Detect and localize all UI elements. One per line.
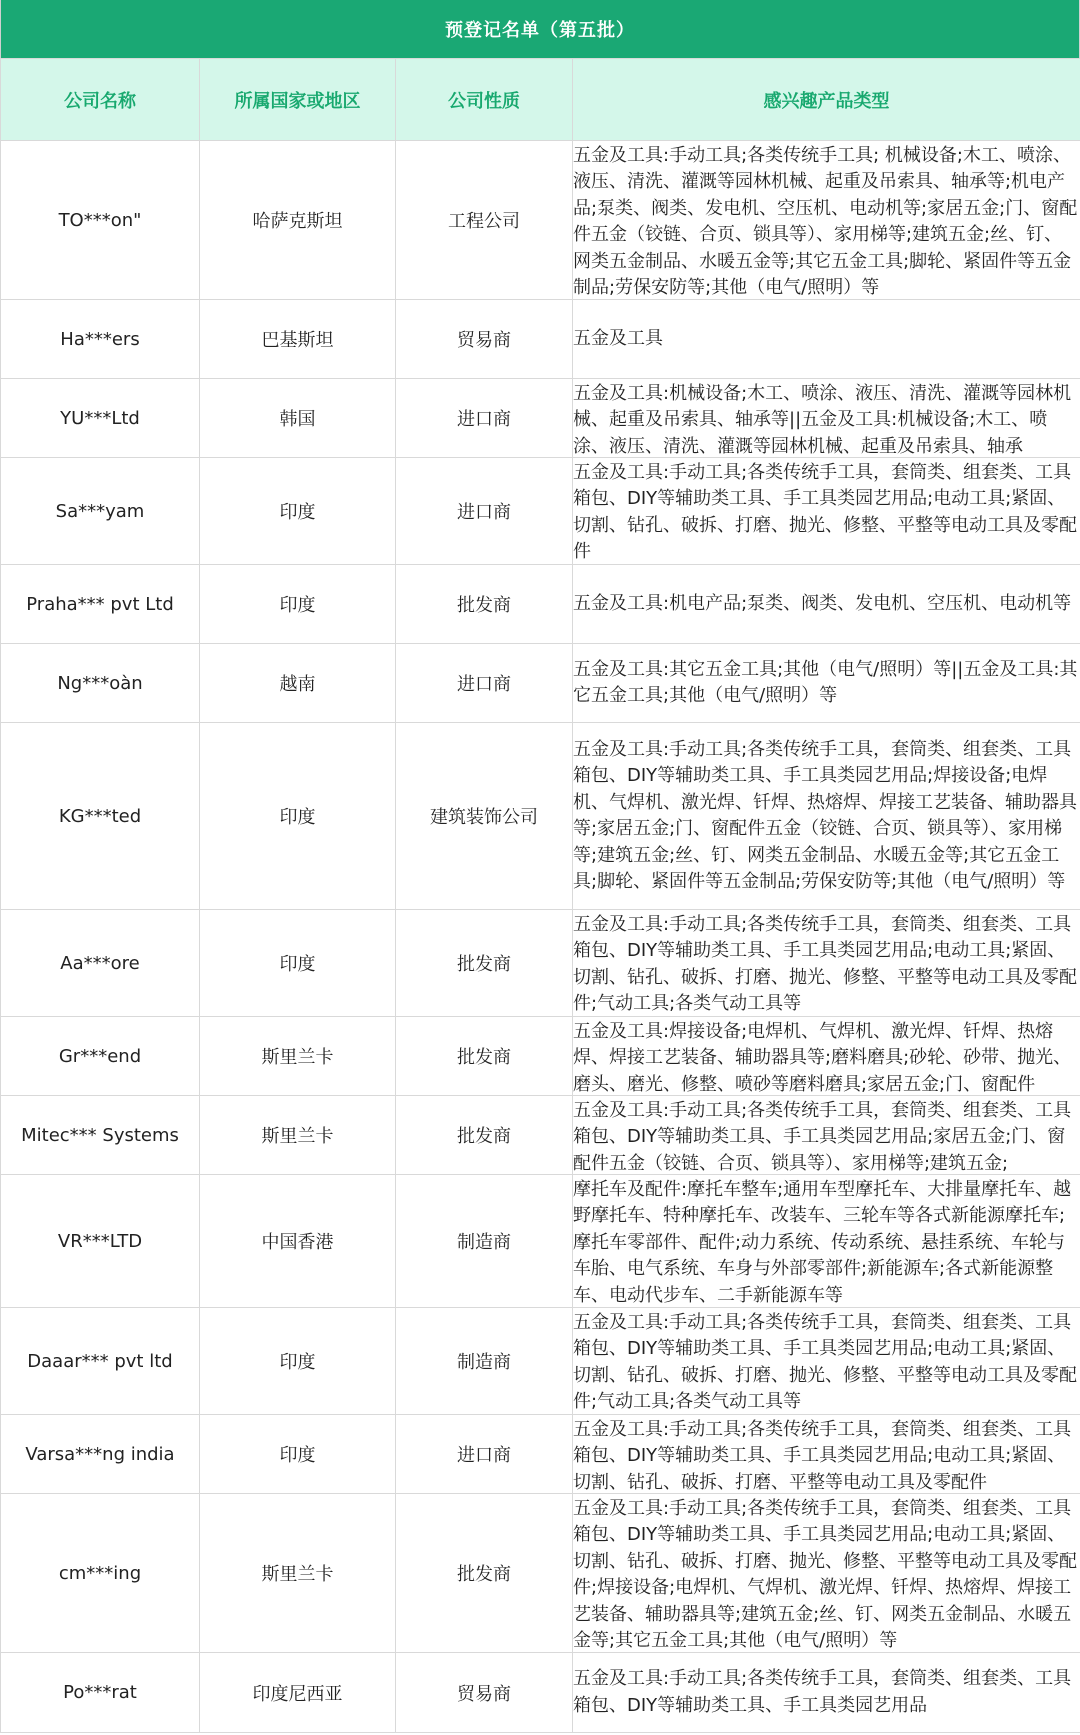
country-cell: 斯里兰卡 xyxy=(200,1096,396,1175)
product-interest-text: 五金及工具:手动工具;各类传统手工具，套筒类、组套类、工具箱包、DIY等辅助类工具、手工具类园艺用品;焊接设备;电焊机、气焊机、激光焊、钎焊、热熔焊、焊接工艺装备、辅助器具等;家居五金;门、窗配件五金（铰链、合页、锁具等）、家用梯等;建筑五金;丝、钉、网类五金制品、水暖五金等;其它五金工具;脚轮、紧固件等五金制品;劳保安防等;其他（电气/照明）等 xyxy=(573,738,1077,892)
product-interest-cell xyxy=(573,458,1080,565)
country-cell: 斯里兰卡 xyxy=(200,1017,396,1096)
table-row xyxy=(1,644,1080,723)
product-interest-cell xyxy=(573,644,1080,723)
company-type-cell: 批发商 xyxy=(396,1017,573,1096)
company-type-cell: 批发商 xyxy=(396,565,573,644)
header-company-name: 公司名称 xyxy=(1,59,200,141)
company-type-cell: 进口商 xyxy=(396,379,573,458)
product-interest-text: 五金及工具:手动工具;各类传统手工具; 机械设备;木工、喷涂、液压、清洗、灌溉等园林机械、起重及吊索具、轴承等;机电产品;泵类、阀类、发电机、空压机、电动机等;家居五金;门、窗配件五金（铰链、合页、锁具等）、家用梯等;建筑五金;丝、钉、网类五金制品、水暖五金等;其它五金工具;脚轮、紧固件等五金制品;劳保安防等;其他（电气/照明）等 xyxy=(573,144,1078,298)
company-name-cell: Ng***oàn xyxy=(1,644,200,723)
header-company-type: 公司性质 xyxy=(396,59,573,141)
table-row xyxy=(1,141,1080,300)
company-type-cell: 贸易商 xyxy=(396,1653,573,1733)
product-interest-text: 五金及工具:机械设备;木工、喷涂、液压、清洗、灌溉等园林机械、起重及吊索具、轴承等||五金及工具:机械设备;木工、喷涂、液压、清洗、灌溉等园林机械、起重及吊索具、轴承 xyxy=(573,382,1072,456)
product-interest-text: 五金及工具:手动工具;各类传统手工具，套筒类、组套类、工具箱包、DIY等辅助类工具、手工具类园艺用品;电动工具;紧固、切割、钻孔、破拆、打磨、抛光、修整、平整等电动工具及零配件 xyxy=(573,461,1077,562)
product-interest-cell xyxy=(573,1415,1080,1494)
company-type-cell: 制造商 xyxy=(396,1175,573,1308)
product-interest-cell xyxy=(573,1175,1080,1308)
country-cell: 哈萨克斯坦 xyxy=(200,141,396,300)
product-interest-cell xyxy=(573,1308,1080,1415)
product-interest-text: 摩托车及配件:摩托车整车;通用车型摩托车、大排量摩托车、越野摩托车、特种摩托车、改装车、三轮车等各式新能源摩托车;摩托车零部件、配件;动力系统、传动系统、悬挂系统、车轮与车胎、电气系统、车身与外部零部件;新能源车;各式新能源整车、电动代步车、二手新能源车等 xyxy=(573,1178,1072,1306)
country-cell: 印度 xyxy=(200,910,396,1017)
company-name-cell: Daaar*** pvt ltd xyxy=(1,1308,200,1415)
table-row xyxy=(1,1175,1080,1308)
product-interest-cell xyxy=(573,1653,1080,1733)
product-interest-cell xyxy=(573,723,1080,910)
country-cell: 印度尼西亚 xyxy=(200,1653,396,1733)
product-interest-text: 五金及工具:手动工具;各类传统手工具，套筒类、组套类、工具箱包、DIY等辅助类工具、手工具类园艺用品;电动工具;紧固、切割、钻孔、破拆、打磨、抛光、修整、平整等电动工具及零配件;气动工具;各类气动工具等 xyxy=(573,913,1077,1014)
company-name-cell: Varsa***ng india xyxy=(1,1415,200,1494)
table-row xyxy=(1,1494,1080,1653)
table-row xyxy=(1,1308,1080,1415)
table-row xyxy=(1,565,1080,644)
product-interest-text: 五金及工具:手动工具;各类传统手工具，套筒类、组套类、工具箱包、DIY等辅助类工具、手工具类园艺用品 xyxy=(573,1668,1072,1716)
product-interest-cell xyxy=(573,1494,1080,1653)
company-type-cell: 批发商 xyxy=(396,910,573,1017)
country-cell: 中国香港 xyxy=(200,1175,396,1308)
country-cell: 韩国 xyxy=(200,379,396,458)
country-cell: 印度 xyxy=(200,723,396,910)
country-cell: 印度 xyxy=(200,1415,396,1494)
header-row xyxy=(1,59,1080,141)
country-cell: 越南 xyxy=(200,644,396,723)
table-row xyxy=(1,1017,1080,1096)
product-interest-text: 五金及工具:手动工具;各类传统手工具，套筒类、组套类、工具箱包、DIY等辅助类工具、手工具类园艺用品;电动工具;紧固、切割、钻孔、破拆、打磨、平整等电动工具及零配件 xyxy=(573,1418,1072,1492)
company-name-cell: Po***rat xyxy=(1,1653,200,1733)
company-type-cell: 制造商 xyxy=(396,1308,573,1415)
table-row xyxy=(1,1096,1080,1175)
company-type-cell: 建筑装饰公司 xyxy=(396,723,573,910)
product-interest-text: 五金及工具:手动工具;各类传统手工具，套筒类、组套类、工具箱包、DIY等辅助类工具、手工具类园艺用品;电动工具;紧固、切割、钻孔、破拆、打磨、抛光、修整、平整等电动工具及零配件;焊接设备;电焊机、气焊机、激光焊、钎焊、热熔焊、焊接工艺装备、辅助器具等;建筑五金;丝、钉、网类五金制品、水暖五金等;其它五金工具;其他（电气/照明）等 xyxy=(573,1497,1077,1651)
company-name-cell: YU***Ltd xyxy=(1,379,200,458)
company-name-cell: Praha*** pvt Ltd xyxy=(1,565,200,644)
company-type-cell: 工程公司 xyxy=(396,141,573,300)
table-row xyxy=(1,458,1080,565)
company-type-cell: 贸易商 xyxy=(396,300,573,379)
table-row xyxy=(1,1415,1080,1494)
company-name-cell: VR***LTD xyxy=(1,1175,200,1308)
table-row xyxy=(1,379,1080,458)
product-interest-cell xyxy=(573,141,1080,300)
table-row xyxy=(1,910,1080,1017)
table-row xyxy=(1,1653,1080,1733)
product-interest-text: 五金及工具:焊接设备;电焊机、气焊机、激光焊、钎焊、热熔焊、焊接工艺装备、辅助器具等;磨料磨具;砂轮、砂带、抛光、磨头、磨光、修整、喷砂等磨料磨具;家居五金;门、窗配件 xyxy=(573,1020,1072,1094)
country-cell: 斯里兰卡 xyxy=(200,1494,396,1653)
country-cell: 印度 xyxy=(200,565,396,644)
company-name-cell: Aa***ore xyxy=(1,910,200,1017)
company-name-cell: Mitec*** Systems xyxy=(1,1096,200,1175)
header-country-region: 所属国家或地区 xyxy=(200,59,396,141)
product-interest-cell xyxy=(573,1096,1080,1175)
product-interest-cell xyxy=(573,379,1080,458)
company-type-cell: 批发商 xyxy=(396,1096,573,1175)
product-interest-cell xyxy=(573,300,1080,379)
company-type-cell: 进口商 xyxy=(396,1415,573,1494)
country-cell: 巴基斯坦 xyxy=(200,300,396,379)
product-interest-text: 五金及工具 xyxy=(573,327,663,349)
company-type-cell: 批发商 xyxy=(396,1494,573,1653)
product-interest-cell xyxy=(573,1017,1080,1096)
product-interest-text: 五金及工具:机电产品;泵类、阀类、发电机、空压机、电动机等 xyxy=(573,592,1072,614)
sheet-title: 预登记名单（第五批） xyxy=(0,0,1080,58)
product-interest-cell xyxy=(573,910,1080,1017)
product-interest-text: 五金及工具:其它五金工具;其他（电气/照明）等||五金及工具:其它五金工具;其他（电气/照明）等 xyxy=(573,658,1078,706)
company-type-cell: 进口商 xyxy=(396,644,573,723)
company-name-cell: KG***ted xyxy=(1,723,200,910)
company-name-cell: Ha***ers xyxy=(1,300,200,379)
table-row xyxy=(1,300,1080,379)
table-row xyxy=(1,723,1080,910)
company-name-cell: Sa***yam xyxy=(1,458,200,565)
product-interest-text: 五金及工具:手动工具;各类传统手工具，套筒类、组套类、工具箱包、DIY等辅助类工具、手工具类园艺用品;电动工具;紧固、切割、钻孔、破拆、打磨、抛光、修整、平整等电动工具及零配件;气动工具;各类气动工具等 xyxy=(573,1311,1077,1412)
company-name-cell: Gr***end xyxy=(1,1017,200,1096)
header-product-interest: 感兴趣产品类型 xyxy=(573,59,1080,141)
company-name-cell: cm***ing xyxy=(1,1494,200,1653)
country-cell: 印度 xyxy=(200,458,396,565)
registration-table xyxy=(0,58,1080,1733)
country-cell: 印度 xyxy=(200,1308,396,1415)
company-type-cell: 进口商 xyxy=(396,458,573,565)
product-interest-text: 五金及工具:手动工具;各类传统手工具，套筒类、组套类、工具箱包、DIY等辅助类工具、手工具类园艺用品;家居五金;门、窗配件五金（铰链、合页、锁具等）、家用梯等;建筑五金; xyxy=(573,1099,1072,1173)
product-interest-cell xyxy=(573,565,1080,644)
company-name-cell: TO***on" xyxy=(1,141,200,300)
